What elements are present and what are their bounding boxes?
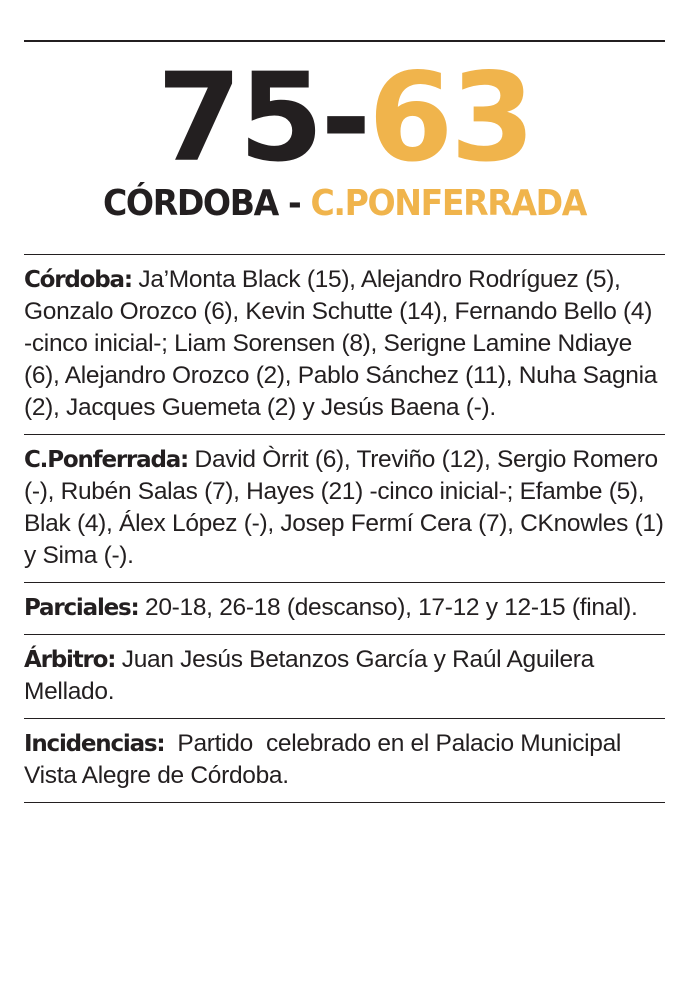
section-ponferrada (24, 435, 665, 583)
section-body: Ja’Monta Black (15), Alejandro Rodríguez (5), Gonzalo Orozco (6), Kevin Schutte (14), Fernando Bello (4) -cinco inicial-; Liam Sorensen (8), Serigne Lamine Ndiaye (6), Alejandro Orozco (2), Pablo Sánchez (11), Nuha Sagnia (2), Jacques Guemeta (2) y Jesús Baena (-). (24, 265, 658, 421)
section-cordoba (24, 254, 665, 435)
section-cordoba-text (24, 264, 665, 424)
team-names (50, 180, 640, 228)
section-body: Partido celebrado en el Palacio Municipal Vista Alegre de Córdoba. (24, 729, 628, 789)
section-parciales (24, 583, 665, 635)
away-team: C.PONFERRADA (310, 182, 586, 224)
section-arbitro-text (24, 644, 665, 708)
top-rule (24, 40, 665, 42)
team-separator: - (277, 182, 311, 224)
section-label: Incidencias: (24, 730, 165, 757)
away-score: 63 (368, 46, 533, 189)
home-team: CÓRDOBA (102, 182, 278, 224)
section-label: C.Ponferrada: (24, 446, 189, 473)
section-ponferrada-text (24, 444, 665, 572)
section-incidencias-text (24, 728, 665, 792)
home-score: 75 (156, 46, 321, 189)
section-label: Córdoba: (24, 266, 132, 293)
section-label: Árbitro: (24, 646, 116, 673)
section-label: Parciales: (24, 594, 139, 621)
section-arbitro (24, 635, 665, 719)
section-body: Juan Jesús Betanzos García y Raúl Aguilera Mellado. (24, 645, 594, 705)
section-body: 20-18, 26-18 (descanso), 17-12 y 12-15 (final). (138, 593, 638, 621)
score-separator: - (320, 46, 369, 189)
final-score (24, 46, 665, 189)
section-incidencias (24, 719, 665, 803)
match-box (24, 40, 665, 803)
section-parciales-text (24, 592, 665, 624)
section-body: David Òrrit (6), Treviño (12), Sergio Romero (-), Rubén Salas (7), Hayes (21) -cinco inicial-; Efambe (5), Blak (4), Álex López (-), Josep Fermí Cera (7), CKnowles (1) y Sima (-). (24, 445, 664, 569)
